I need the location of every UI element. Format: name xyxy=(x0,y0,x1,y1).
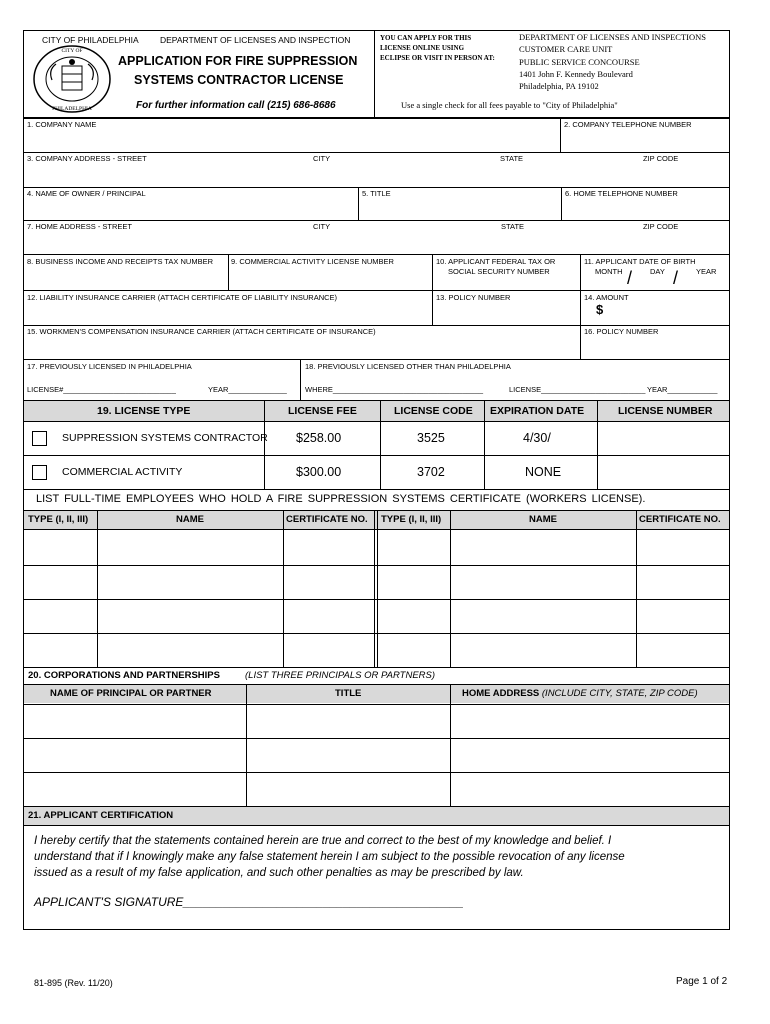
home-phone-field[interactable] xyxy=(562,199,729,219)
corporations-subtitle: (LIST THREE PRINCIPALS OR PARTNERS) xyxy=(245,670,436,681)
principal-title-header: TITLE xyxy=(335,688,362,699)
principal-name-header: NAME OF PRINCIPAL OR PARTNER xyxy=(50,688,212,699)
owner-name-field[interactable] xyxy=(24,199,357,219)
page-number: Page 1 of 2 xyxy=(676,976,728,987)
emp-type-header-2: TYPE (I, II, III) xyxy=(381,514,442,525)
certification-title: 21. APPLICANT CERTIFICATION xyxy=(28,810,174,821)
prev-phila-label: 17. PREVIOUSLY LICENSED IN PHILADELPHIA xyxy=(27,362,192,371)
principal-row-3[interactable] xyxy=(24,773,729,805)
liability-policy-label: 13. POLICY NUMBER xyxy=(436,293,511,302)
prev-other-label: 18. PREVIOUSLY LICENSED OTHER THAN PHILADELPHIA xyxy=(305,362,511,371)
emp-cert-header-1: CERTIFICATE NO. xyxy=(286,514,368,525)
employee-row-1[interactable] xyxy=(24,530,729,564)
svg-text:PHILADELPHIA: PHILADELPHIA xyxy=(52,106,92,112)
liability-carrier-label: 12. LIABILITY INSURANCE CARRIER (ATTACH CERTIFICATE OF LIABILITY INSURANCE) xyxy=(27,293,338,302)
company-name-field[interactable] xyxy=(24,130,559,151)
form-number: 81-895 (Rev. 11/20) xyxy=(34,978,113,988)
license-row-code: 3702 xyxy=(417,465,445,479)
home-street-label: 7. HOME ADDRESS - STREET xyxy=(27,222,133,231)
commercial-activity-checkbox[interactable] xyxy=(32,465,47,480)
check-note: Use a single check for all fees payable to "City of Philadelphia" xyxy=(401,100,618,110)
address-line3: PUBLIC SERVICE CONCOURSE xyxy=(519,57,640,67)
company-name-label: 1. COMPANY NAME xyxy=(27,120,97,129)
employee-row-4[interactable] xyxy=(24,634,729,666)
workmens-policy-field[interactable] xyxy=(581,337,729,358)
company-address-field[interactable] xyxy=(24,164,729,186)
info-phone: For further information call (215) 686-8686 xyxy=(136,100,336,111)
home-phone-label: 6. HOME TELEPHONE NUMBER xyxy=(565,189,678,198)
workmens-comp-label: 15. WORKMEN'S COMPENSATION INSURANCE CARRIER (ATTACH CERTIFICATE OF INSURANCE) xyxy=(27,327,376,336)
owner-name-label: 4. NAME OF OWNER / PRINCIPAL xyxy=(27,189,146,198)
emp-name-header-2: NAME xyxy=(529,514,557,525)
license-row-type: SUPPRESSION SYSTEMS CONTRACTOR xyxy=(62,432,268,444)
company-city-label: CITY xyxy=(313,154,331,163)
workmens-comp-field[interactable] xyxy=(24,337,579,358)
corporations-title: 20. CORPORATIONS AND PARTNERSHIPS xyxy=(28,670,220,681)
license-type-header: 19. LICENSE TYPE xyxy=(97,405,191,417)
workmens-policy-label: 16. POLICY NUMBER xyxy=(584,327,659,336)
tax-id-field[interactable] xyxy=(433,277,579,289)
company-street-label: 3. COMPANY ADDRESS - STREET xyxy=(27,154,147,163)
amount-label: 14. AMOUNT xyxy=(584,293,629,302)
liability-carrier-field[interactable] xyxy=(24,303,431,324)
amount-field[interactable] xyxy=(608,303,729,324)
dob-month-label: MONTH xyxy=(595,267,623,276)
address-line1: DEPARTMENT OF LICENSES AND INSPECTIONS xyxy=(519,32,706,42)
license-number-header: LICENSE NUMBER xyxy=(618,405,713,417)
company-zip-label: ZIP CODE xyxy=(643,154,679,163)
cal-number-label: 9. COMMERCIAL ACTIVITY LICENSE NUMBER xyxy=(231,257,394,266)
liability-policy-field[interactable] xyxy=(433,303,579,324)
expiration-date-header: EXPIRATION DATE xyxy=(490,405,585,417)
title-label: 5. TITLE xyxy=(362,189,391,198)
company-state-label: STATE xyxy=(500,154,524,163)
certification-text-line1: I hereby certify that the statements contained herein are true and correct to the best of my knowledge and belief. I xyxy=(34,835,612,847)
dob-field[interactable] xyxy=(581,277,729,289)
dob-slash-2: / xyxy=(673,268,679,288)
home-address-field[interactable] xyxy=(24,232,729,253)
prev-other-year[interactable]: YEAR____________ xyxy=(647,385,718,394)
principal-row-2[interactable] xyxy=(24,739,729,771)
svg-text:CITY OF: CITY OF xyxy=(61,48,83,54)
dob-slash-1: / xyxy=(627,268,633,288)
employee-row-2[interactable] xyxy=(24,566,729,598)
birt-number-label: 8. BUSINESS INCOME AND RECEIPTS TAX NUMBER xyxy=(27,257,214,266)
license-fee-header: LICENSE FEE xyxy=(288,405,357,417)
home-address-header-text: HOME ADDRESS xyxy=(462,688,540,699)
principal-row-1[interactable] xyxy=(24,705,729,737)
home-city-label: CITY xyxy=(313,222,331,231)
emp-cert-header-2: CERTIFICATE NO. xyxy=(639,514,721,525)
home-state-label: STATE xyxy=(501,222,525,231)
prev-phila-year[interactable]: YEAR______________ xyxy=(208,385,287,394)
prev-other-where[interactable]: WHERE____________________________________ xyxy=(305,385,484,394)
company-phone-label: 2. COMPANY TELEPHONE NUMBER xyxy=(564,120,692,129)
dollar-sign: $ xyxy=(596,302,604,317)
form-title-line1: APPLICATION FOR FIRE SUPPRESSION xyxy=(118,54,358,68)
license-number-field-1[interactable] xyxy=(598,422,729,454)
address-line5: Philadelphia, PA 19102 xyxy=(519,81,599,91)
license-code-header: LICENSE CODE xyxy=(394,405,473,417)
department-label: DEPARTMENT OF LICENSES AND INSPECTION xyxy=(160,35,351,45)
license-row-fee: $300.00 xyxy=(296,465,342,479)
apply-online-line2: LICENSE ONLINE USING xyxy=(380,44,465,52)
home-address-hint: (INCLUDE CITY, STATE, ZIP CODE) xyxy=(541,688,698,699)
prev-other-license[interactable]: LICENSE_________________________ xyxy=(509,385,646,394)
city-seal-logo xyxy=(30,44,114,114)
employees-title: LIST FULL-TIME EMPLOYEES WHO HOLD A FIRE SUPPRESSION SYSTEMS CERTIFICATE (WORKERS LICENSE). xyxy=(36,493,646,505)
dob-year-label: YEAR xyxy=(696,267,717,276)
birt-number-field[interactable] xyxy=(24,267,227,289)
dob-day-label: DAY xyxy=(650,267,665,276)
license-row-code: 3525 xyxy=(417,431,445,445)
cal-number-field[interactable] xyxy=(229,267,431,289)
license-row-type: COMMERCIAL ACTIVITY xyxy=(62,466,183,478)
home-zip-label: ZIP CODE xyxy=(643,222,679,231)
certification-text-line3: issued as a result of my false application, and such other penalties as may be prescribed by law. xyxy=(34,867,524,879)
emp-type-header-1: TYPE (I, II, III) xyxy=(28,514,89,525)
employee-row-3[interactable] xyxy=(24,600,729,632)
license-row-exp: NONE xyxy=(525,465,562,479)
tax-id-label-b: SOCIAL SECURITY NUMBER xyxy=(448,267,550,276)
license-row-exp: 4/30/ xyxy=(523,431,551,445)
prev-phila-license[interactable]: LICENSE#___________________________ xyxy=(27,385,176,394)
applicant-signature-field[interactable]: APPLICANT'S SIGNATURE__________________________________________ xyxy=(34,895,464,909)
apply-online-line1: YOU CAN APPLY FOR THIS xyxy=(380,34,472,42)
tax-id-label-a: 10. APPLICANT FEDERAL TAX OR xyxy=(436,257,556,266)
license-number-field-2[interactable] xyxy=(598,456,729,488)
form-title-line2: SYSTEMS CONTRACTOR LICENSE xyxy=(134,73,344,87)
title-field[interactable] xyxy=(359,199,560,219)
emp-name-header-1: NAME xyxy=(176,514,204,525)
dob-label: 11. APPLICANT DATE OF BIRTH xyxy=(584,257,696,266)
address-line4: 1401 John F. Kennedy Boulevard xyxy=(519,69,633,79)
suppression-contractor-checkbox[interactable] xyxy=(32,431,47,446)
city-label: CITY OF PHILADELPHIA xyxy=(42,35,139,45)
certification-text-line2: understand that if I knowingly make any false statement herein I am subject to the possible revocation of any license xyxy=(34,851,625,863)
company-phone-field[interactable] xyxy=(561,130,729,151)
apply-online-line3: ECLIPSE OR VISIT IN PERSON AT: xyxy=(380,54,495,62)
address-line2: CUSTOMER CARE UNIT xyxy=(519,44,613,54)
home-address-header xyxy=(462,688,698,699)
license-row-fee: $258.00 xyxy=(296,431,342,445)
